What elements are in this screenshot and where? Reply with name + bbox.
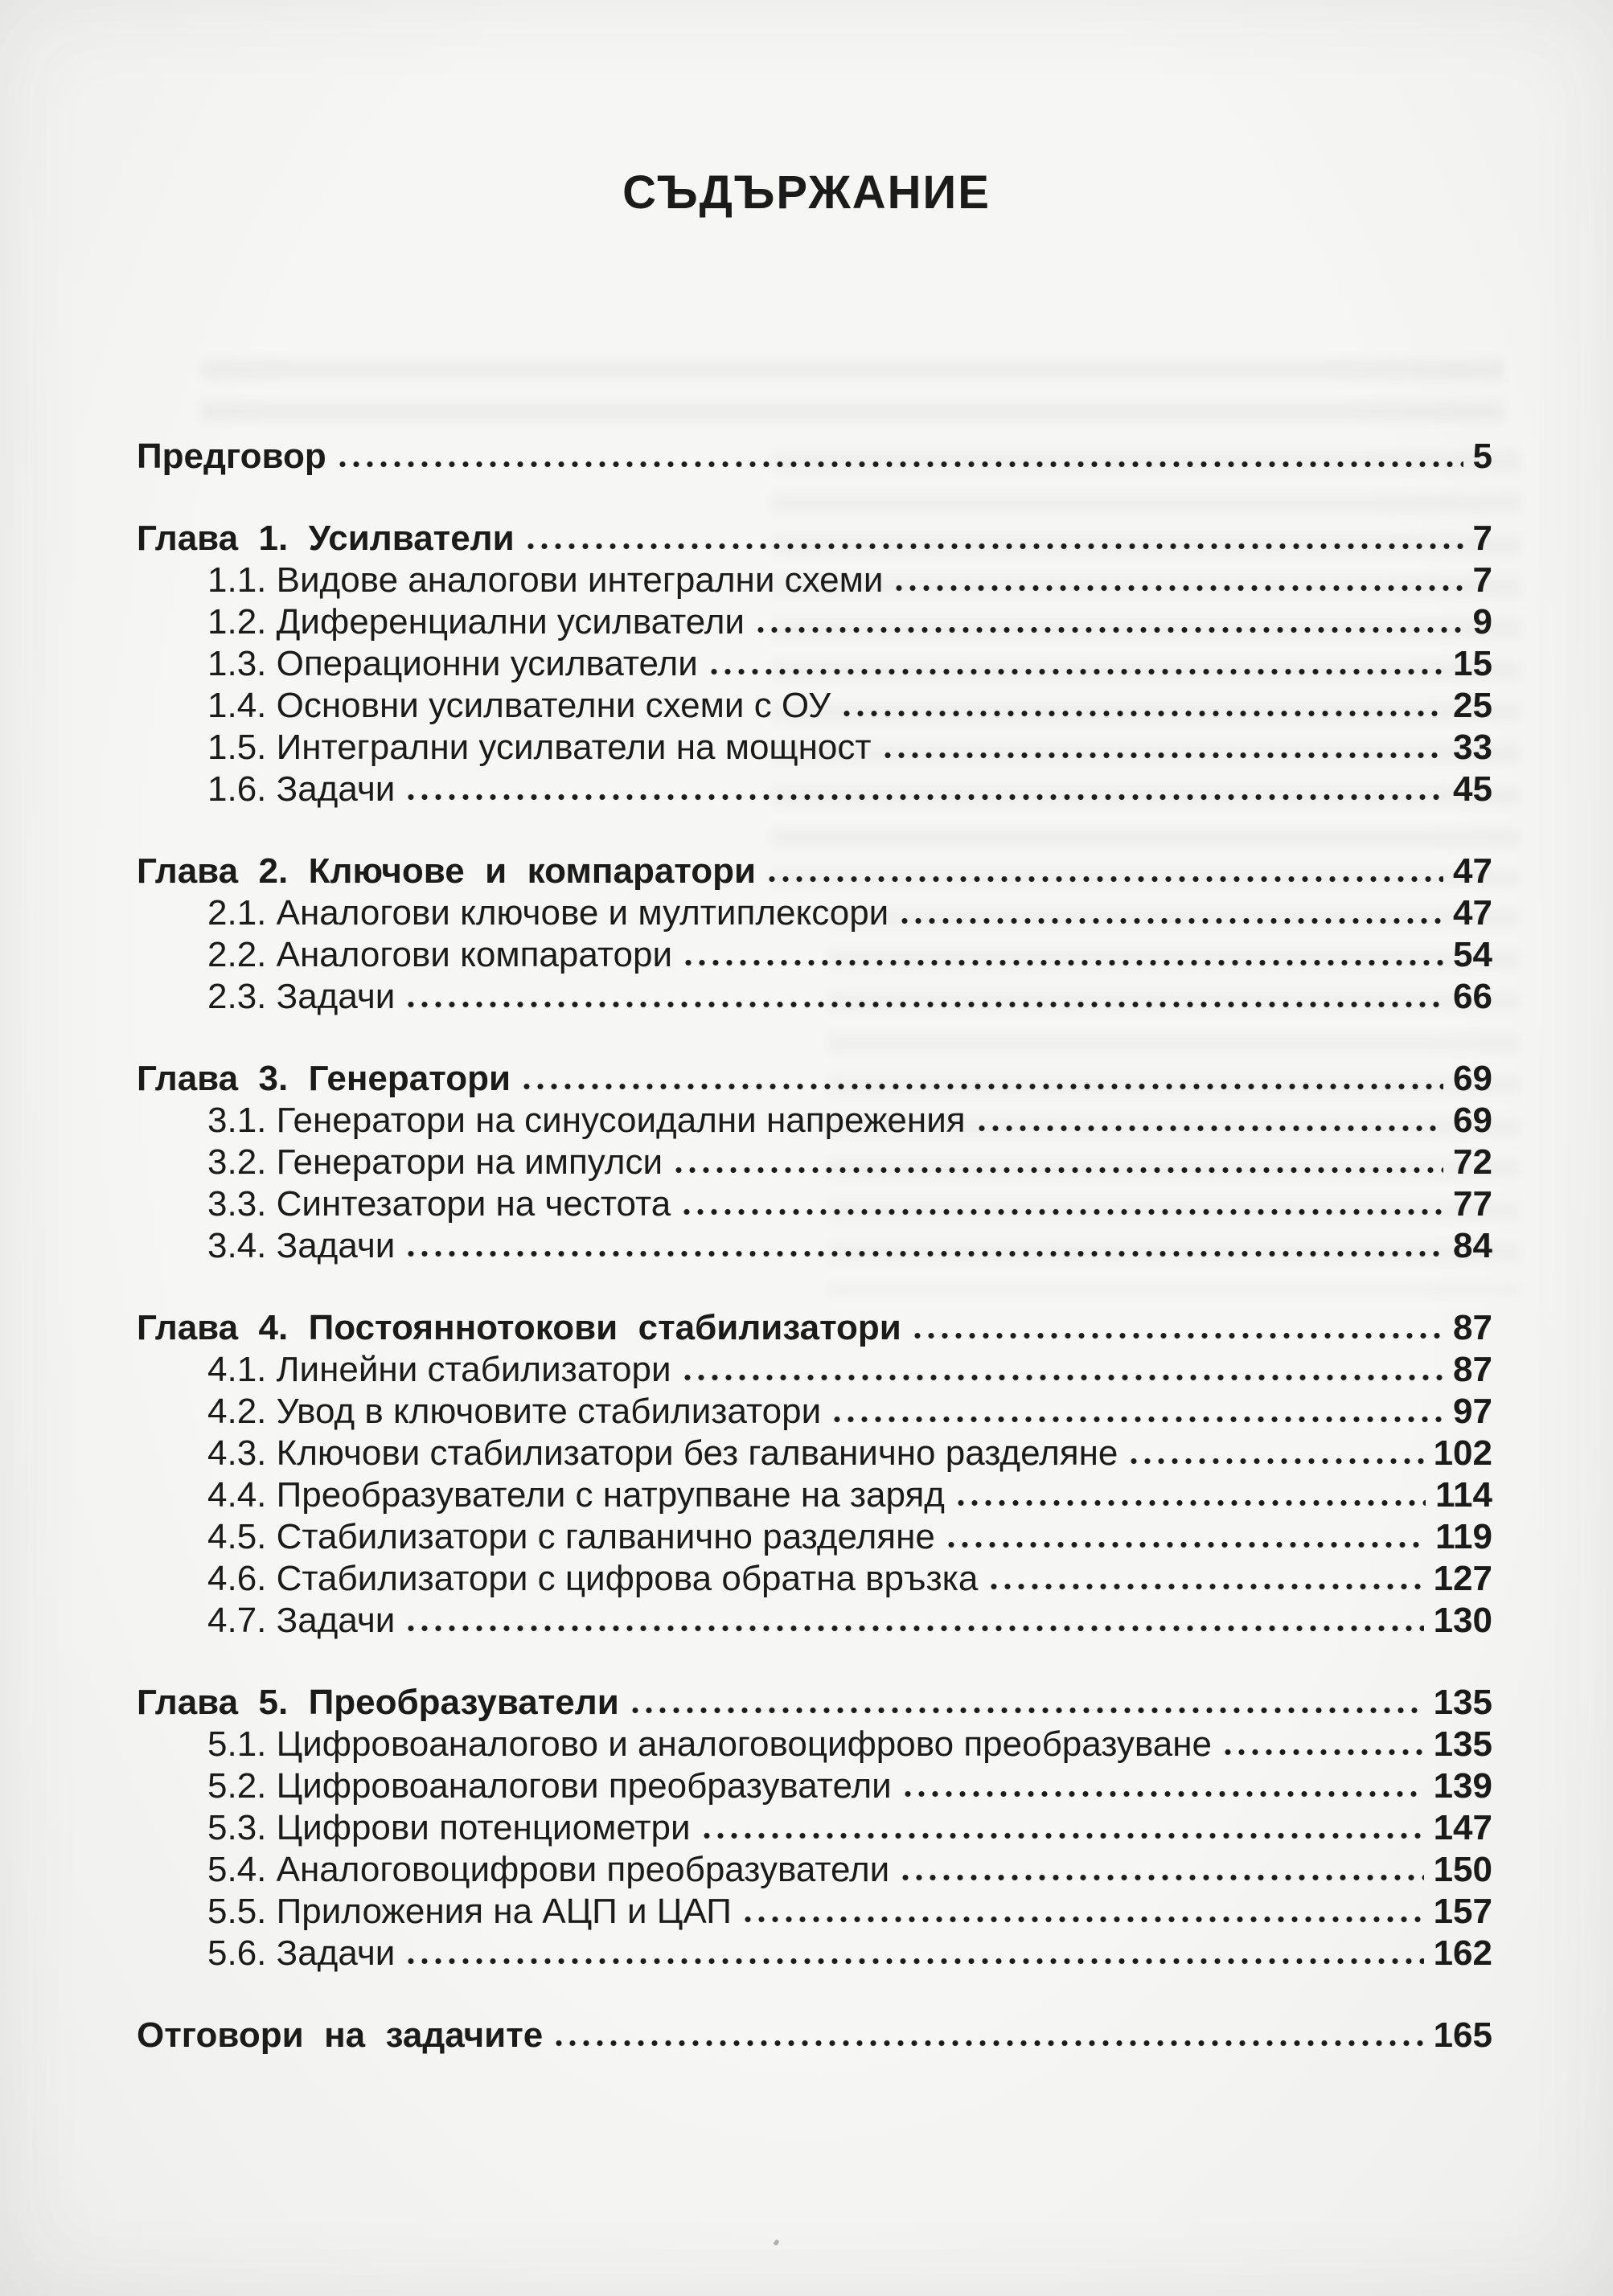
page-number: 135	[1433, 1724, 1492, 1764]
dot-leader	[1131, 1458, 1423, 1465]
toc-item-row	[137, 934, 1492, 976]
dot-leader	[704, 1832, 1424, 1839]
page-number: 54	[1453, 935, 1492, 974]
toc-item-label: 1.3. Операционни усилватели	[207, 644, 698, 683]
toc-item-label: 3.1. Генератори на синусоидални напрежения	[207, 1101, 966, 1140]
toc-chapter-label: Глава 3. Генератори	[137, 1059, 511, 1098]
page-number: 84	[1453, 1226, 1492, 1265]
page-number: 15	[1453, 644, 1492, 683]
toc-answers-row	[137, 2015, 1492, 2056]
page-number: 7	[1472, 560, 1492, 600]
toc-item-row	[137, 1933, 1492, 1974]
toc-item-label: 4.7. Задачи	[207, 1601, 396, 1640]
dot-leader	[339, 461, 1463, 468]
page-number: 45	[1453, 769, 1492, 809]
page-number: 69	[1453, 1059, 1492, 1098]
page-number: 165	[1433, 2015, 1492, 2055]
toc-item-row	[137, 769, 1492, 810]
page-number: 157	[1433, 1892, 1492, 1931]
toc-item-row	[137, 892, 1492, 934]
toc-preface-label: Предговор	[137, 437, 326, 476]
toc-item-label: 4.4. Преобразуватели с натрупване на заряд	[207, 1475, 945, 1515]
toc-item-row	[137, 685, 1492, 727]
page-number: 5	[1472, 437, 1492, 476]
toc-item-label: 4.3. Ключови стабилизатори без галванично разделяне	[207, 1433, 1118, 1473]
page-number: 72	[1453, 1142, 1492, 1182]
toc-item-label: 5.6. Задачи	[207, 1933, 396, 1973]
page-number: 33	[1453, 728, 1492, 767]
toc-item-row	[137, 1433, 1492, 1474]
dot-leader	[958, 1499, 1426, 1507]
toc-item-row	[137, 601, 1492, 643]
toc-item-label: 3.3. Синтезатори на честота	[207, 1184, 671, 1224]
page-number: 66	[1453, 977, 1492, 1016]
toc-item-label: 1.4. Основни усилвателни схеми с ОУ	[207, 686, 831, 725]
toc-answers-label: Отговори на задачите	[137, 2015, 544, 2055]
dot-leader	[408, 793, 1443, 801]
toc-chapter-label: Глава 1. Усилватели	[137, 519, 515, 558]
dot-leader	[896, 584, 1463, 592]
toc-item-label: 1.5. Интегрални усилватели на мощност	[207, 728, 872, 767]
toc-item-label: 2.3. Задачи	[207, 977, 396, 1016]
toc-item-row	[137, 1765, 1492, 1807]
page-number: 150	[1433, 1850, 1492, 1889]
toc-item-label: 3.2. Генератори на импулси	[207, 1142, 663, 1182]
toc-item-label: 4.2. Увод в ключовите стабилизатори	[207, 1392, 822, 1431]
dot-leader	[905, 1790, 1424, 1798]
toc-item-row	[137, 1558, 1492, 1600]
page-number: 47	[1453, 893, 1492, 933]
dot-leader	[408, 1958, 1423, 1965]
dot-leader	[685, 959, 1443, 966]
dot-leader	[523, 1083, 1443, 1090]
toc-item-row	[137, 1183, 1492, 1225]
dot-leader	[684, 1374, 1444, 1381]
dot-leader	[408, 1625, 1423, 1632]
page-number: 97	[1453, 1392, 1492, 1431]
toc-item-row	[137, 1474, 1492, 1516]
dot-leader	[408, 1250, 1443, 1257]
toc-item-label: 4.1. Линейни стабилизатори	[207, 1350, 671, 1389]
toc-item-label: 5.5. Приложения на АЦП и ЦАП	[207, 1892, 732, 1931]
dot-leader	[556, 2040, 1423, 2047]
toc-item-label: 1.2. Диференциални усилватели	[207, 602, 745, 642]
page-number: 69	[1453, 1101, 1492, 1140]
page-number: 147	[1433, 1808, 1492, 1847]
toc-item-row	[137, 1349, 1492, 1391]
dot-leader	[408, 1001, 1443, 1008]
toc-item-row	[137, 1142, 1492, 1183]
toc-item-row	[137, 727, 1492, 769]
toc-item-row	[137, 1807, 1492, 1849]
page-number: 87	[1453, 1308, 1492, 1347]
dot-leader	[991, 1583, 1423, 1590]
page-number: 119	[1435, 1517, 1492, 1556]
dot-leader	[675, 1166, 1443, 1174]
toc-item-row	[137, 1391, 1492, 1433]
toc-item-row	[137, 1225, 1492, 1267]
dot-leader	[683, 1208, 1443, 1216]
toc-chapter-label: Глава 4. Постояннотокови стабилизатори	[137, 1308, 901, 1347]
toc-item-row	[137, 1516, 1492, 1558]
toc-chapter-row	[137, 1307, 1492, 1349]
toc-chapter-label: Глава 5. Преобразуватели	[137, 1683, 619, 1722]
toc-preface-row	[137, 436, 1492, 478]
dot-leader	[948, 1541, 1426, 1548]
toc-item-row	[137, 976, 1492, 1018]
page-number: 87	[1453, 1350, 1492, 1389]
toc-item-row	[137, 1891, 1492, 1933]
toc-item-row	[137, 1724, 1492, 1765]
dot-leader	[757, 626, 1463, 633]
toc-item-row	[137, 643, 1492, 685]
dot-leader	[1225, 1749, 1424, 1756]
toc-item-label: 4.6. Стабилизатори с цифрова обратна връзка	[207, 1559, 979, 1598]
dot-leader	[769, 875, 1443, 883]
page-number: 7	[1472, 519, 1492, 558]
dot-leader	[711, 668, 1443, 675]
page-number: 162	[1433, 1933, 1492, 1973]
page-number: 102	[1433, 1433, 1492, 1473]
dot-leader	[914, 1332, 1443, 1339]
toc-item-label: 2.2. Аналогови компаратори	[207, 935, 673, 974]
dot-leader	[527, 543, 1463, 550]
page-number: 47	[1453, 851, 1492, 891]
page-number: 130	[1433, 1601, 1492, 1640]
toc-chapter-row	[137, 851, 1492, 892]
page-number: 25	[1453, 686, 1492, 725]
toc-item-label: 5.3. Цифрови потенциометри	[207, 1808, 691, 1847]
page-number: 139	[1433, 1766, 1492, 1806]
toc-chapter-label: Глава 2. Ключове и компаратори	[137, 851, 757, 891]
toc-item-row	[137, 1849, 1492, 1891]
toc-chapter-row	[137, 1682, 1492, 1724]
toc-item-label: 1.6. Задачи	[207, 769, 396, 809]
toc-item-label: 3.4. Задачи	[207, 1226, 396, 1265]
toc-item-label: 5.1. Цифровоаналогово и аналоговоцифрово преобразуване	[207, 1724, 1213, 1764]
table-of-contents	[0, 436, 1613, 2056]
toc-chapter-row	[137, 518, 1492, 560]
toc-chapters	[137, 518, 1492, 1974]
dot-leader	[902, 1874, 1423, 1881]
toc-item-row	[137, 560, 1492, 601]
dot-leader	[745, 1916, 1424, 1923]
page-number: 9	[1472, 602, 1492, 642]
page-title: СЪДЪРЖАНИЕ	[622, 166, 991, 219]
dot-leader	[834, 1416, 1443, 1423]
toc-chapter-row	[137, 1058, 1492, 1100]
dot-leader	[632, 1707, 1424, 1714]
dot-leader	[884, 752, 1443, 759]
toc-item-label: 5.4. Аналоговоцифрови преобразуватели	[207, 1850, 890, 1889]
page-number: 114	[1435, 1475, 1492, 1515]
dot-leader	[979, 1125, 1443, 1132]
scan-speck-artifact	[773, 2239, 779, 2246]
scan-bleedthrough-artifact	[201, 360, 1504, 441]
dot-leader	[843, 710, 1443, 717]
page-number: 135	[1433, 1683, 1492, 1722]
toc-item-row	[137, 1600, 1492, 1642]
dot-leader	[901, 917, 1443, 925]
toc-item-label: 5.2. Цифровоаналогови преобразуватели	[207, 1766, 892, 1806]
toc-item-label: 2.1. Аналогови ключове и мултиплексори	[207, 893, 889, 933]
page-number: 77	[1453, 1184, 1492, 1224]
page-number: 127	[1433, 1559, 1492, 1598]
toc-item-label: 1.1. Видове аналогови интегрални схеми	[207, 560, 884, 600]
toc-item-label: 4.5. Стабилизатори с галванично разделяне	[207, 1517, 935, 1556]
toc-item-row	[137, 1100, 1492, 1142]
